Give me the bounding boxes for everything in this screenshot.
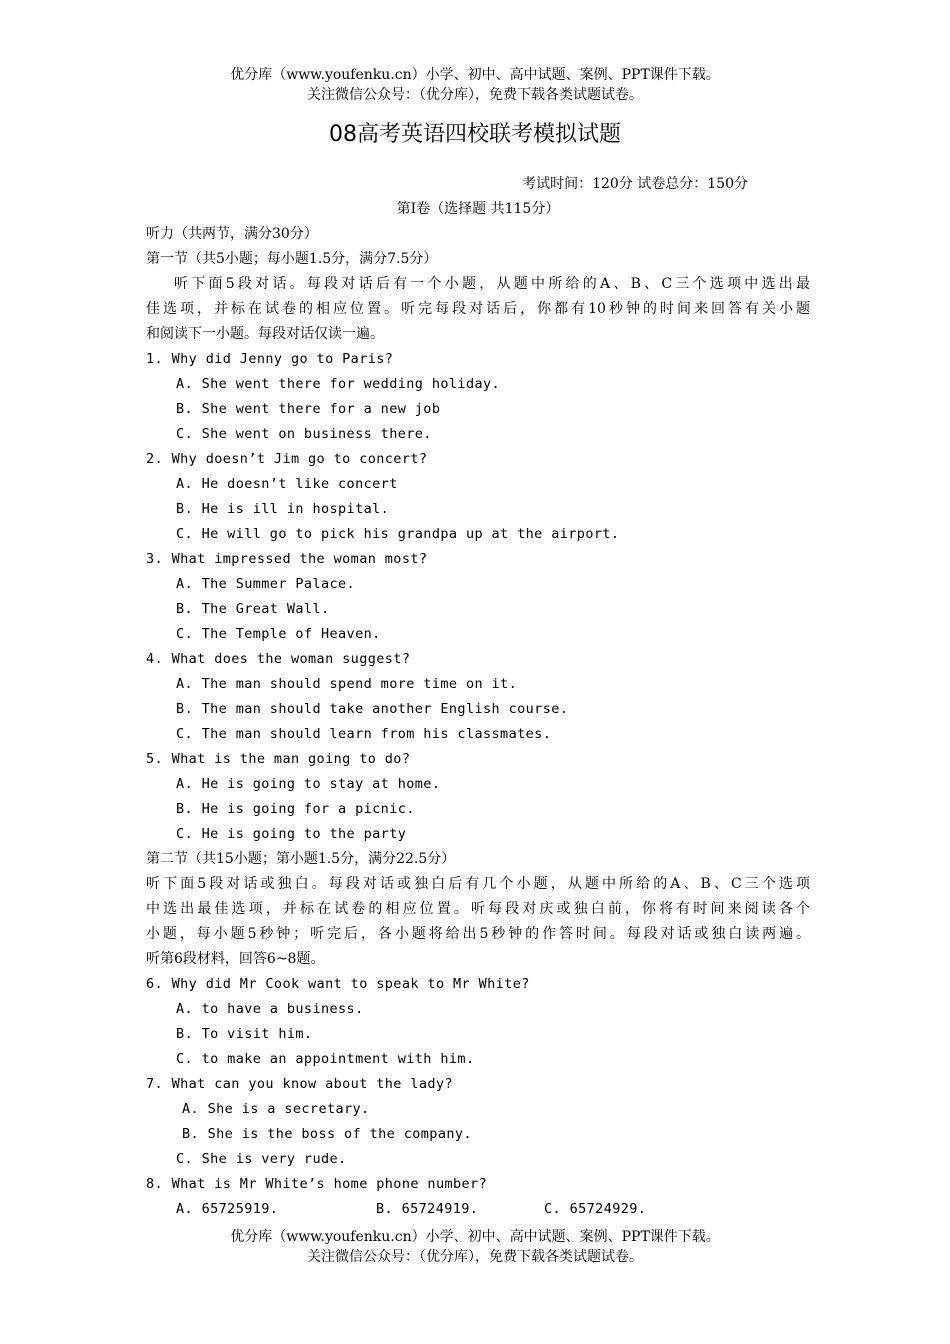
- q6-option-c: C. to make an appointment with him.: [176, 1051, 475, 1067]
- q3-option-b: B. The Great Wall.: [176, 601, 330, 617]
- header-line-2: 关注微信公众号：（优分库），免费下载各类试题试卷。: [307, 87, 643, 103]
- section1-instruction-1: 听下面5段对话。每段对话后有一个小题，从题中所给的A、B、C三个选项中选出最: [174, 276, 810, 292]
- q6-option-a: A. to have a business.: [176, 1001, 364, 1017]
- q3-option-c: C. The Temple of Heaven.: [176, 626, 381, 642]
- q1-option-b: B. She went there for a new job: [176, 401, 441, 417]
- q8-option-c: C. 65724929.: [544, 1201, 647, 1217]
- question-7: 7. What can you know about the lady?: [146, 1076, 453, 1092]
- q7-option-c: C. She is very rude.: [176, 1151, 347, 1167]
- section1-heading: 第一节（共5小题；每小题1.5分，满分7.5分）: [146, 251, 438, 267]
- question-4: 4. What does the woman suggest?: [146, 651, 411, 667]
- question-8: 8. What is Mr White’s home phone number?: [146, 1176, 488, 1192]
- section1-instruction-3: 和阅读下一小题。每段对话仅读一遍。: [146, 326, 384, 342]
- question-1: 1. Why did Jenny go to Paris?: [146, 351, 394, 367]
- q4-option-a: A. The man should spend more time on it.: [176, 676, 518, 692]
- q1-option-a: A. She went there for wedding holiday.: [176, 376, 501, 392]
- question-5: 5. What is the man going to do?: [146, 751, 411, 767]
- section1-instruction-2: 佳选项，并标在试卷的相应位置。听完每段对话后，你都有10秒钟的时间来回答有关小题: [146, 301, 810, 317]
- q8-option-a: A. 65725919.: [176, 1201, 279, 1217]
- q7-option-a: A. She is a secretary.: [182, 1101, 370, 1117]
- q3-option-a: A. The Summer Palace.: [176, 576, 356, 592]
- section2-heading: 第二节（共15小题；第小题1.5分，满分22.5分）: [146, 851, 456, 867]
- question-3: 3. What impressed the woman most?: [146, 551, 428, 567]
- question-6: 6. Why did Mr Cook want to speak to Mr White?: [146, 976, 530, 992]
- section2-instruction-1: 听下面5段对话或独白。每段对话或独白后有几个小题，从题中所给的A、B、C三个选项: [146, 876, 810, 892]
- footer-line-1: 优分库（www.youfenku.cn）小学、初中、高中试题、案例、PPT课件下载。: [230, 1229, 720, 1245]
- q5-option-a: A. He is going to stay at home.: [176, 776, 441, 792]
- header-line-1: 优分库（www.youfenku.cn）小学、初中、高中试题、案例、PPT课件下载。: [230, 67, 720, 83]
- q4-option-c: C. The man should learn from his classmates.: [176, 726, 552, 742]
- footer-line-2: 关注微信公众号：（优分库），免费下载各类试题试卷。: [307, 1249, 643, 1265]
- q5-option-b: B. He is going for a picnic.: [176, 801, 415, 817]
- q6-option-b: B. To visit him.: [176, 1026, 313, 1042]
- question-2: 2. Why doesn’t Jim go to concert?: [146, 451, 428, 467]
- section2-material: 听第6段材料，回答6~8题。: [146, 951, 325, 967]
- q8-option-b: B. 65724919.: [376, 1201, 479, 1217]
- q1-option-c: C. She went on business there.: [176, 426, 432, 442]
- section2-instruction-2: 中选出最佳选项，并标在试卷的相应位置。听每段对庆或独白前，你将有时间来阅读各个: [146, 901, 810, 917]
- exam-body: [146, 172, 810, 1222]
- q2-option-b: B. He is ill in hospital.: [176, 501, 390, 517]
- exam-info: 考试时间：120分 试卷总分：150分: [522, 176, 748, 192]
- paper-one-heading: 第Ⅰ卷（选择题 共115分）: [396, 201, 560, 217]
- listening-heading: 听力（共两节，满分30分）: [146, 226, 318, 242]
- exam-title: 08高考英语四校联考模拟试题: [329, 122, 621, 147]
- q4-option-b: B. The man should take another English course.: [176, 701, 569, 717]
- q8-options: [146, 1197, 810, 1222]
- section2-instruction-3: 小题，每小题5秒钟；听完后，各小题将给出5秒钟的作答时间。每段对话或独白读两遍。: [146, 926, 810, 942]
- q5-option-c: C. He is going to the party: [176, 826, 407, 842]
- q7-option-b: B. She is the boss of the company.: [182, 1126, 472, 1142]
- q2-option-a: A. He doesn’t like concert: [176, 476, 398, 492]
- q2-option-c: C. He will go to pick his grandpa up at the airport.: [176, 526, 620, 542]
